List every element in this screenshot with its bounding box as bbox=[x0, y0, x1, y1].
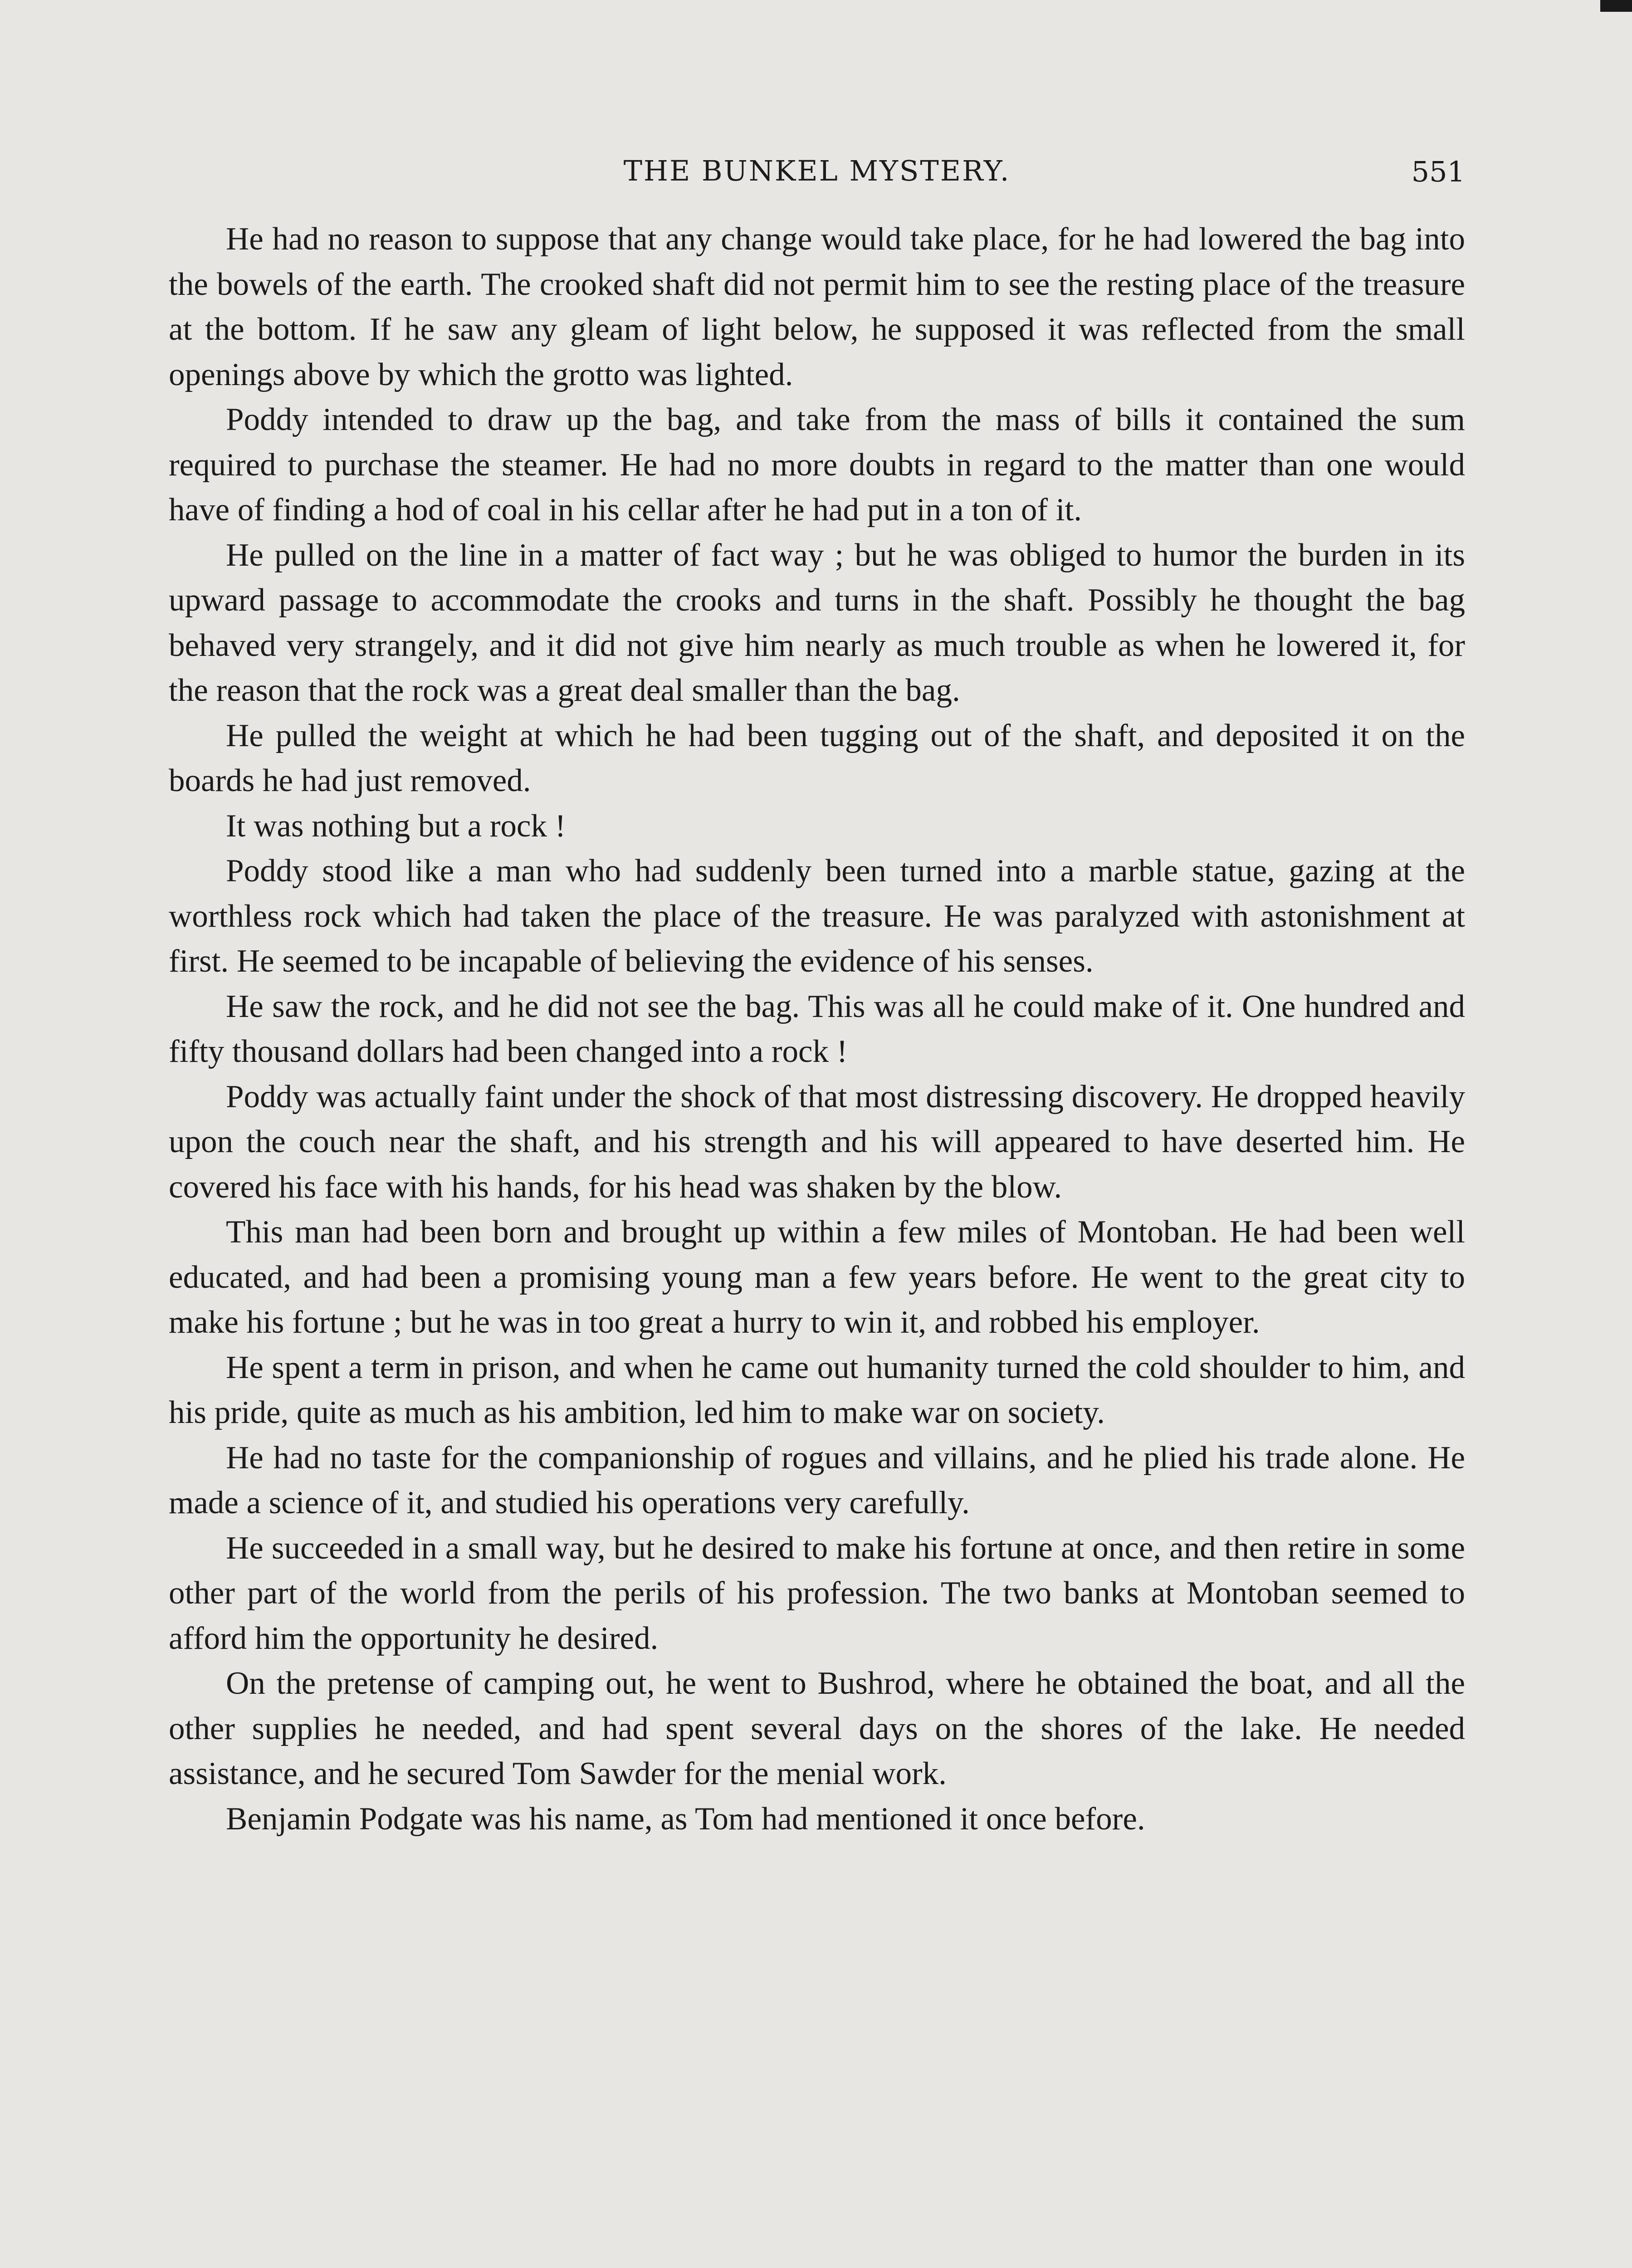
paragraph: He spent a term in prison, and when he came out humanity turned the cold shoulder to him, and his pride, quite as much as his ambition, led him to make war on society. bbox=[169, 1349, 1465, 1430]
paragraph: Poddy stood like a man who had suddenly been turned into a marble statue, gazing at the worthless rock which had taken the place of the treasure. He was paralyzed with astonishment at first. He seemed to be incapable of believing the evidence of his senses. bbox=[169, 853, 1465, 979]
page-number: 551 bbox=[1411, 155, 1465, 188]
paragraph: Benjamin Podgate was his name, as Tom had mentioned it once before. bbox=[226, 1801, 1145, 1837]
paragraph: Poddy was actually faint under the shock of that most distressing discovery. He dropped heavily upon the couch near the shaft, and his strength and his will appeared to have deserted him. He covered his face with his hands, for his head was shaken by the blow. bbox=[169, 1079, 1465, 1205]
paragraph: He saw the rock, and he did not see the bag. This was all he could make of it. One hundred and fifty thousand dollars had been changed into a rock ! bbox=[169, 988, 1465, 1069]
paragraph: He pulled on the line in a matter of fact way ; but he was obliged to humor the burden in its upward passage to accommodate the crooks and turns in the shaft. Possibly he thought the bag behaved very strangely, and it did not give him nearly as much trouble as when he lowered it, for the reason that the rock was a great deal smaller than the bag. bbox=[169, 537, 1465, 708]
paragraph: On the pretense of camping out, he went to Bushrod, where he obtained the boat, and all the other supplies he needed, and had spent several days on the shores of the lake. He needed assistance, and he secured Tom Sawder for the menial work. bbox=[169, 1666, 1465, 1791]
paragraph: He had no reason to suppose that any change would take place, for he had lowered the bag into the bowels of the earth. The crooked shaft did not permit him to see the resting place of the treasure at the bottom. If he saw any gleam of light below, he supposed it was reflected from the small openings above by which the grotto was lighted. bbox=[169, 221, 1465, 392]
paragraph: He succeeded in a small way, but he desired to make his fortune at once, and then retire in some other part of the world from the perils of his profession. The two banks at Montoban seemed to afford him the opportunity he desired. bbox=[169, 1530, 1465, 1656]
running-header bbox=[169, 150, 1465, 200]
paragraph: He had no taste for the companionship of rogues and villains, and he plied his trade alone. He made a science of it, and studied his operations very carefully. bbox=[169, 1440, 1465, 1520]
page-edge-mark bbox=[1600, 0, 1632, 12]
paragraph: He pulled the weight at which he had been tugging out of the shaft, and deposited it on the boards he had just removed. bbox=[169, 718, 1465, 798]
paragraph: Poddy intended to draw up the bag, and take from the mass of bills it contained the sum required to purchase the steamer. He had no more doubts in regard to the matter than one would have of finding a hod of coal in his cellar after he had put in a ton of it. bbox=[169, 402, 1465, 528]
body-text bbox=[169, 217, 1465, 1842]
running-title: THE BUNKEL MYSTERY. bbox=[623, 154, 1011, 187]
paragraph: This man had been born and brought up within a few miles of Montoban. He had been well educated, and had been a promising young man a few years before. He went to the great city to make his fortune ; but he was in too great a hurry to win it, and robbed his employer. bbox=[169, 1214, 1465, 1340]
paragraph: It was nothing but a rock ! bbox=[226, 808, 566, 844]
